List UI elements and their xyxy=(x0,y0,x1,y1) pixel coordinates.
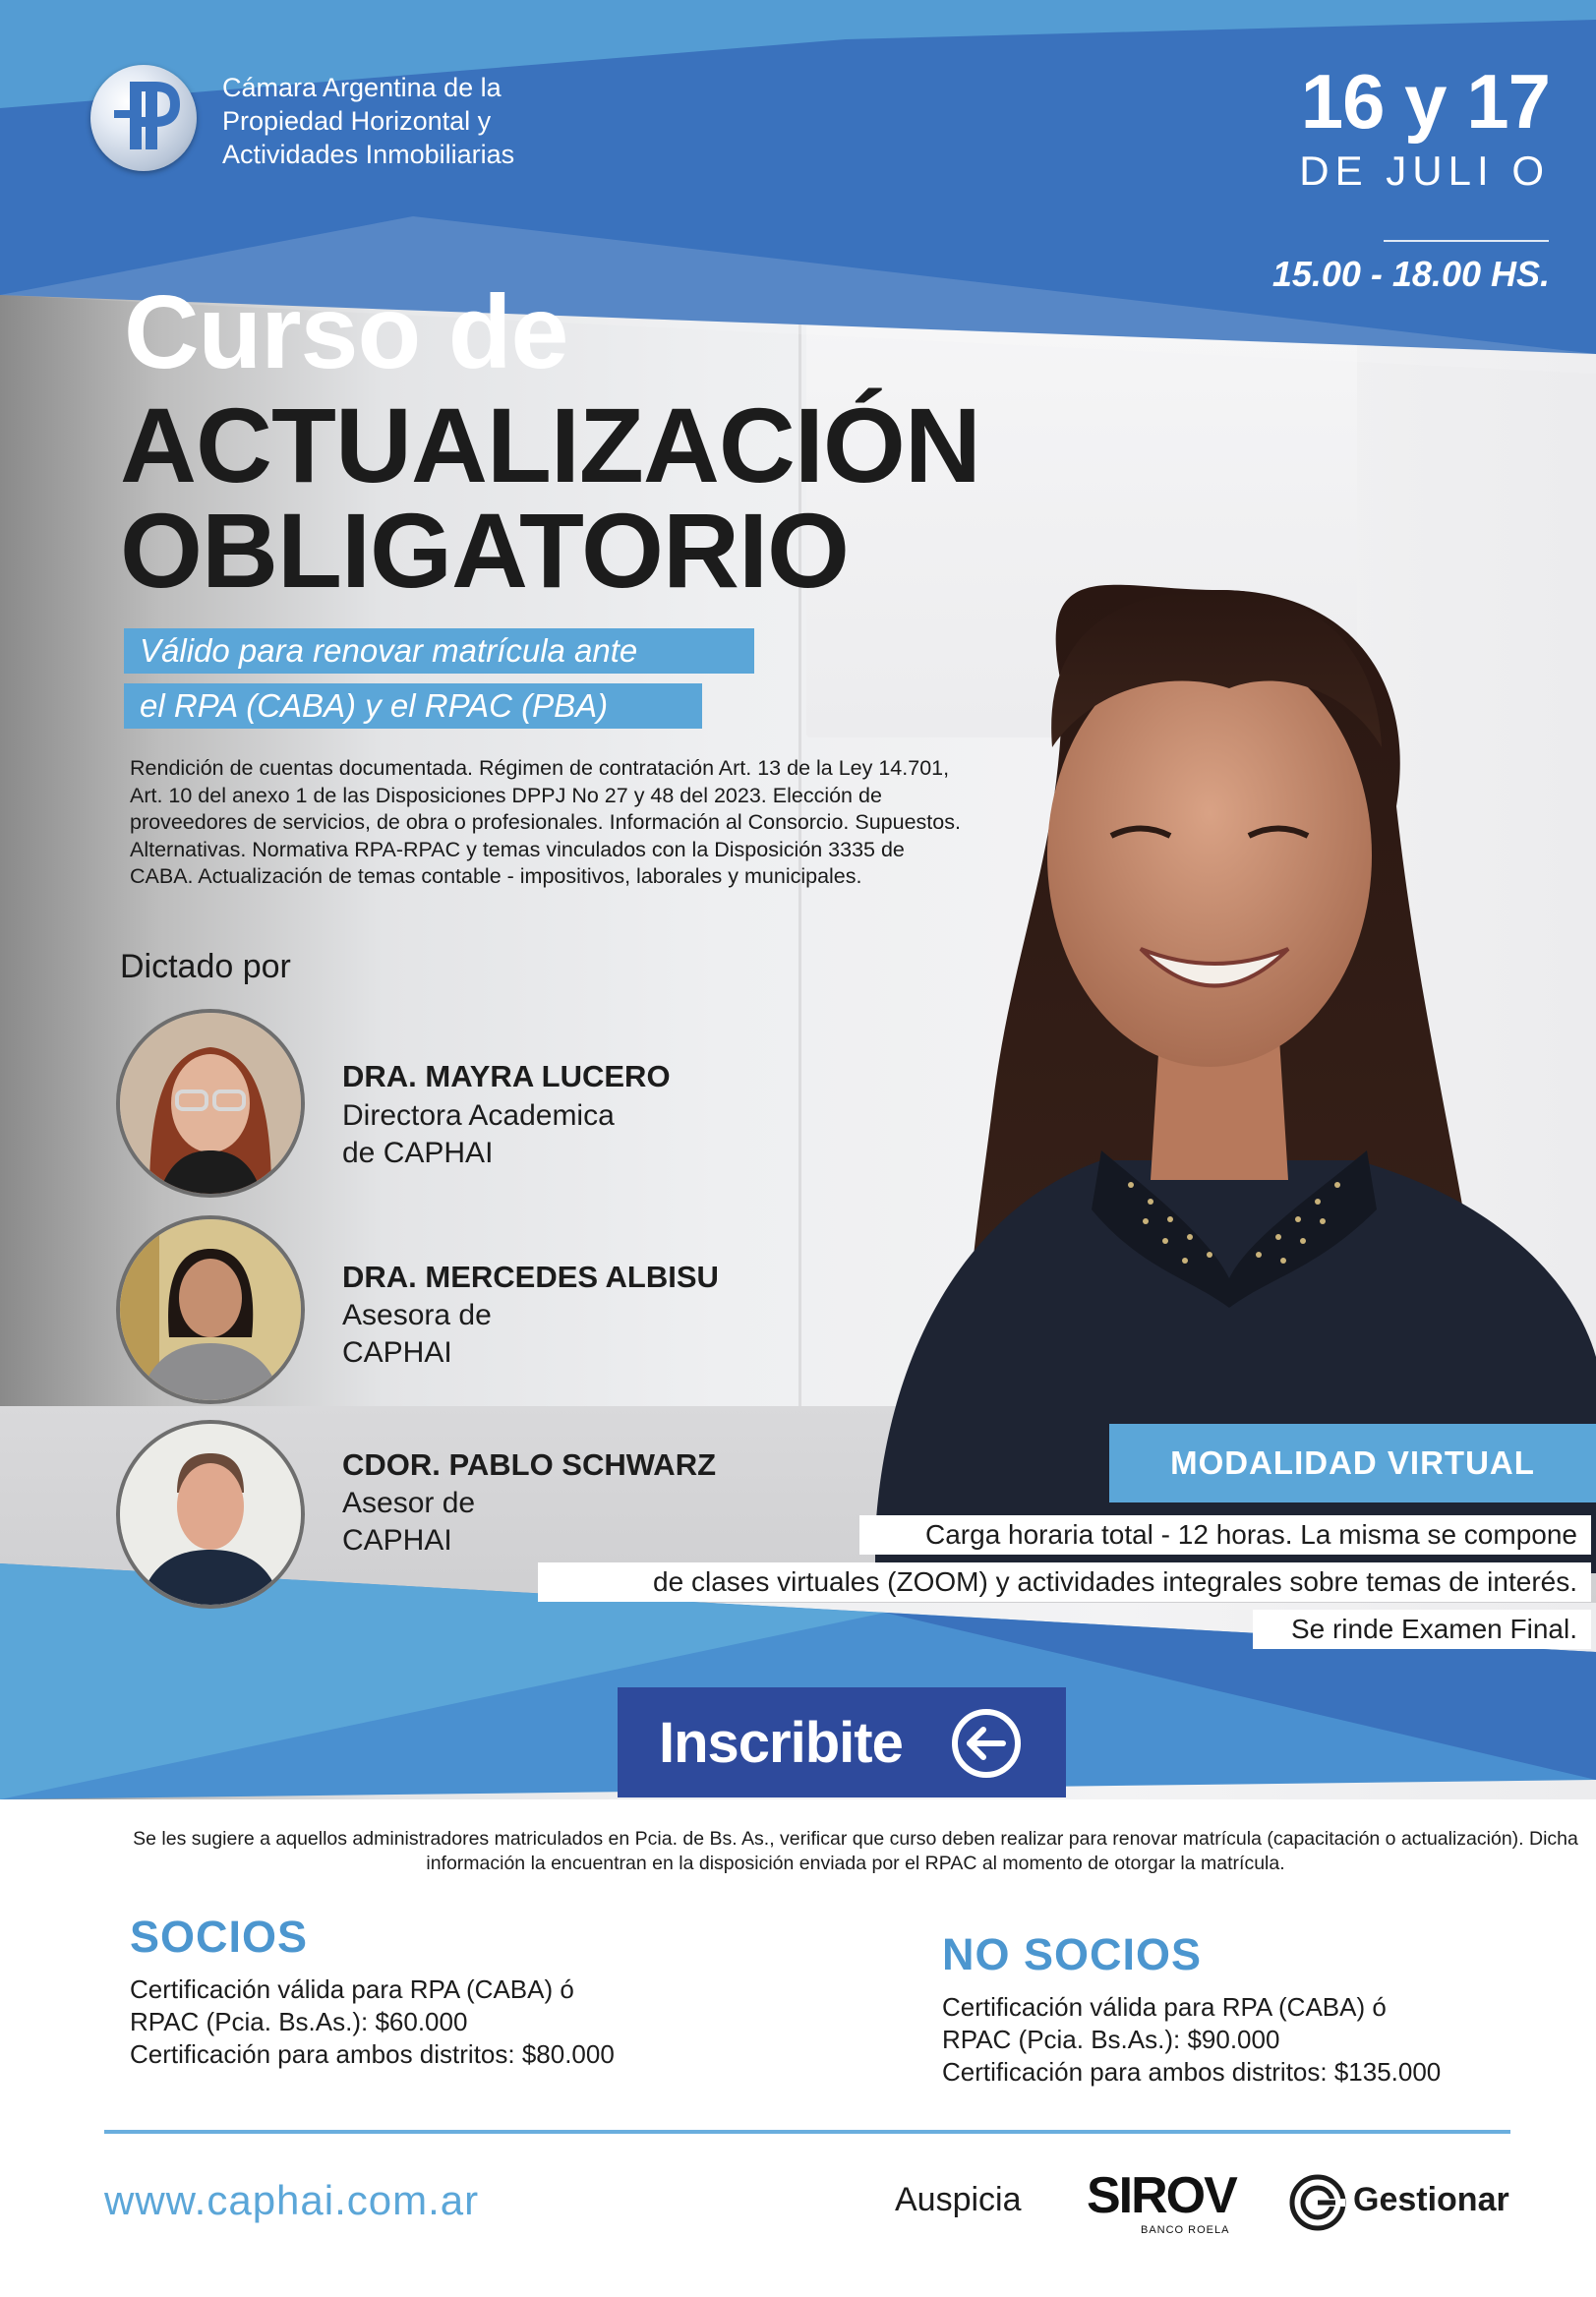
speaker-2-avatar xyxy=(116,1215,305,1404)
members-price-line1: Certificación válida para RPA (CABA) ó xyxy=(130,1974,574,2004)
members-price-line3: Certificación para ambos distritos: $80.000 xyxy=(130,2039,615,2069)
speaker-1-role-line1: Directora Academica xyxy=(342,1099,615,1132)
caphai-logo xyxy=(90,65,197,171)
modality-badge: MODALIDAD VIRTUAL xyxy=(1109,1424,1596,1502)
modality-line3: Se rinde Examen Final. xyxy=(1253,1610,1591,1649)
speaker-2-name: DRA. MERCEDES ALBISU xyxy=(342,1260,719,1294)
speaker-1-name: DRA. MAYRA LUCERO xyxy=(342,1059,671,1093)
title-line1: Curso de xyxy=(124,274,568,390)
title-line2: ACTUALIZACIÓN xyxy=(120,385,980,504)
non-members-heading: NO SOCIOS xyxy=(942,1929,1203,1979)
title-line3: OBLIGATORIO xyxy=(120,491,849,610)
speaker-2-role-line2: CAPHAI xyxy=(342,1336,452,1369)
footer-divider xyxy=(104,2130,1510,2134)
modality-line2: de clases virtuales (ZOOM) y actividades integrales sobre temas de interés. xyxy=(538,1562,1591,1602)
non-members-price-line3: Certificación para ambos distritos: $135.000 xyxy=(942,2057,1442,2087)
non-members-price-line2: RPAC (Pcia. Bs.As.): $90.000 xyxy=(942,2025,1280,2054)
organization-name-line1: Cámara Argentina de la xyxy=(222,73,502,102)
advisory-note: Se les sugiere a aquellos administradores matriculados en Pcia. de Bs. As., verificar que curso deben realizar para renovar matrícula (capacitación o actualización). Dicha información la encuentran en la disposición enviada por el RPAC al momento de otorgar la matrícula. xyxy=(133,1828,1578,1874)
sponsor-label: Auspicia xyxy=(895,2181,1022,2218)
event-month: DE JULI O xyxy=(1299,147,1550,194)
non-members-price-line1: Certificación válida para RPA (CABA) ó xyxy=(942,1992,1387,2022)
event-date: 16 y 17 xyxy=(1300,58,1550,145)
caphai-logo-icon xyxy=(90,65,197,171)
speakers-heading: Dictado por xyxy=(120,948,291,985)
course-description: Rendición de cuentas documentada. Régimen de contratación Art. 13 de la Ley 14.701, Art. 10 del anexo 1 de las Disposiciones DPPJ No 27 y 48 del 2023. Elección de proveedores de servicios, de obra o profesionales. Información al Consorcio. Supuestos. Alternativas. Normativa RPA-RPAC y temas vinculados con la Disposición 3335 de CABA. Actualización de temas contable - impositivos, laborales y municipales. xyxy=(130,756,961,888)
organization-name-line3: Actividades Inmobiliarias xyxy=(222,140,515,169)
speaker-2-portrait xyxy=(120,1219,301,1400)
organization-name xyxy=(222,71,596,171)
register-button[interactable] xyxy=(618,1687,1066,1797)
gestionar-logo-icon xyxy=(1288,2173,1347,2232)
date-divider xyxy=(1384,240,1549,242)
validity-line2: el RPA (CABA) y el RPAC (PBA) xyxy=(124,683,702,729)
speaker-3-portrait xyxy=(120,1424,301,1605)
website-link[interactable]: www.caphai.com.ar xyxy=(104,2177,480,2223)
arrow-left-circle-icon xyxy=(950,1707,1023,1780)
sirov-logo: SIROV xyxy=(1087,2167,1236,2224)
sirov-logo-subtitle: BANCO ROELA xyxy=(1141,2224,1230,2236)
speaker-3-avatar xyxy=(116,1420,305,1609)
register-button-label: Inscribite xyxy=(659,1710,903,1775)
speaker-2-role-line1: Asesora de xyxy=(342,1299,492,1331)
speaker-3-name: CDOR. PABLO SCHWARZ xyxy=(342,1447,717,1482)
members-heading: SOCIOS xyxy=(130,1912,309,1962)
organization-name-line2: Propiedad Horizontal y xyxy=(222,106,492,136)
speaker-3-role-line1: Asesor de xyxy=(342,1487,476,1519)
gestionar-logo: Gestionar xyxy=(1353,2181,1509,2218)
event-time: 15.00 - 18.00 HS. xyxy=(1271,254,1550,294)
speaker-1-portrait xyxy=(120,1013,301,1194)
validity-line1: Válido para renovar matrícula ante xyxy=(124,628,754,674)
speaker-3-role-line2: CAPHAI xyxy=(342,1524,452,1557)
members-price-line2: RPAC (Pcia. Bs.As.): $60.000 xyxy=(130,2007,468,2036)
speaker-1-role-line2: de CAPHAI xyxy=(342,1137,494,1169)
modality-line1: Carga horaria total - 12 horas. La misma se compone xyxy=(859,1515,1591,1555)
speaker-1-avatar xyxy=(116,1009,305,1198)
